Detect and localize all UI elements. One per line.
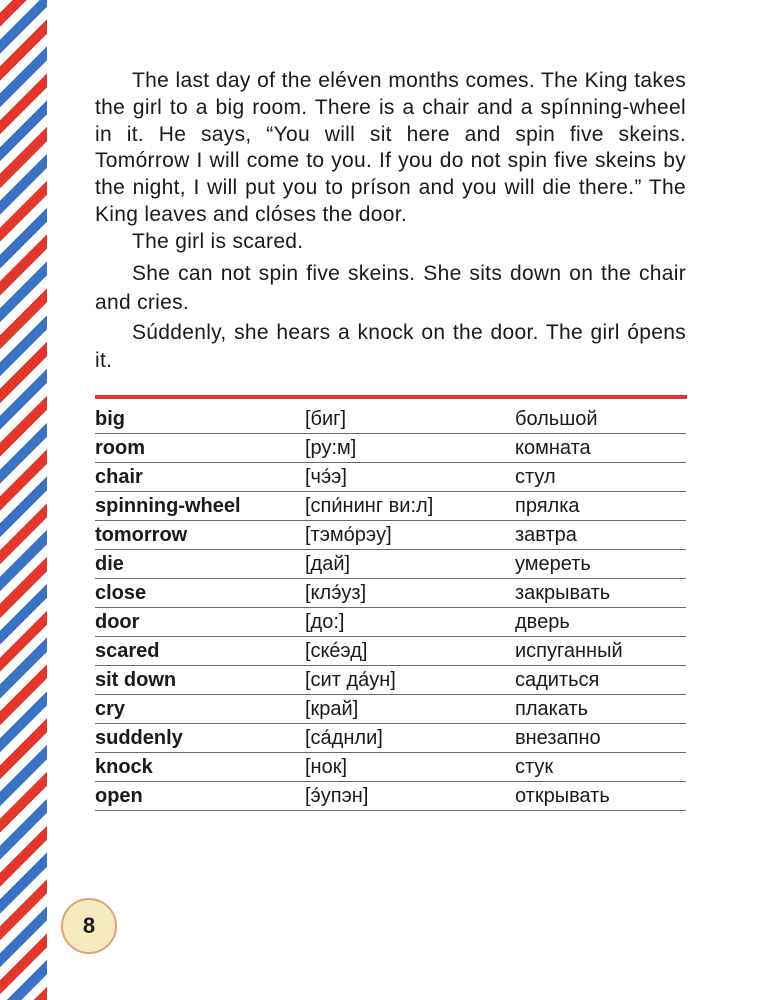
vocab-row [95,492,686,521]
vocab-transcription: [сит да́ун] [305,666,515,695]
section-divider [95,395,687,399]
vocab-transcription: [са́днли] [305,724,515,753]
vocab-row [95,463,686,492]
story-paragraph: She can not spin five skeins. She sits down on the chair and cries. [95,261,686,315]
vocab-russian: стук [515,753,686,782]
vocab-row [95,637,686,666]
vocab-row [95,666,686,695]
vocab-russian: плакать [515,695,686,724]
vocab-transcription: [до:] [305,608,515,637]
vocab-transcription: [скéэд] [305,637,515,666]
story-paragraph: The last day of the eléven months comes. The King takes the girl to a big room. There is a chair and a spínning-wheel in it. He says, “You will sit here and spin five skeins. Tomórrow I will come to you. If you do not spin five skeins by the night, I will put you to príson and you will die there.” The King leaves and clóses the door. [95,69,686,226]
vocab-transcription: [клэ́уз] [305,579,515,608]
story-paragraph: Súddenly, she hears a knock on the door. The girl ópens it. [95,320,686,372]
vocab-row [95,579,686,608]
vocab-transcription: [нок] [305,753,515,782]
vocab-russian: стул [515,463,686,492]
decorative-stripe-border [0,0,47,1000]
vocab-russian: внезапно [515,724,686,753]
vocab-transcription: [э́упэн] [305,782,515,811]
vocab-english: tomorrow [95,521,305,550]
vocab-english: open [95,782,305,811]
vocab-english: chair [95,463,305,492]
vocab-row [95,724,686,753]
vocab-russian: закрывать [515,579,686,608]
vocab-row [95,782,686,811]
vocab-row [95,695,686,724]
vocab-russian: прялка [515,492,686,521]
vocab-english: close [95,579,305,608]
vocab-english: scared [95,637,305,666]
vocab-russian: дверь [515,608,686,637]
vocab-row [95,405,686,434]
vocab-english: suddenly [95,724,305,753]
vocab-russian: комната [515,434,686,463]
vocab-transcription: [тэмо́рэу] [305,521,515,550]
vocab-row [95,608,686,637]
vocab-russian: садиться [515,666,686,695]
vocab-row [95,550,686,579]
story-text [95,68,686,375]
vocab-english: door [95,608,305,637]
vocab-row [95,521,686,550]
vocab-transcription: [дай] [305,550,515,579]
vocab-transcription: [спи́нинг ви:л] [305,492,515,521]
vocab-transcription: [край] [305,695,515,724]
vocab-russian: умереть [515,550,686,579]
vocab-english: cry [95,695,305,724]
vocab-transcription: [биг] [305,405,515,434]
story-paragraph: The girl is scared. [132,229,304,253]
vocab-russian: испуганный [515,637,686,666]
vocab-english: big [95,405,305,434]
vocab-english: knock [95,753,305,782]
vocab-transcription: [чэ́э] [305,463,515,492]
vocab-transcription: [ру:м] [305,434,515,463]
vocab-english: die [95,550,305,579]
vocab-russian: завтра [515,521,686,550]
vocab-row [95,434,686,463]
vocab-row [95,753,686,782]
vocab-english: room [95,434,305,463]
vocab-english: sit down [95,666,305,695]
vocab-english: spinning-wheel [95,492,305,521]
page-number-badge: 8 [61,898,117,954]
vocab-russian: большой [515,405,686,434]
vocabulary-table [95,405,686,811]
vocab-russian: открывать [515,782,686,811]
